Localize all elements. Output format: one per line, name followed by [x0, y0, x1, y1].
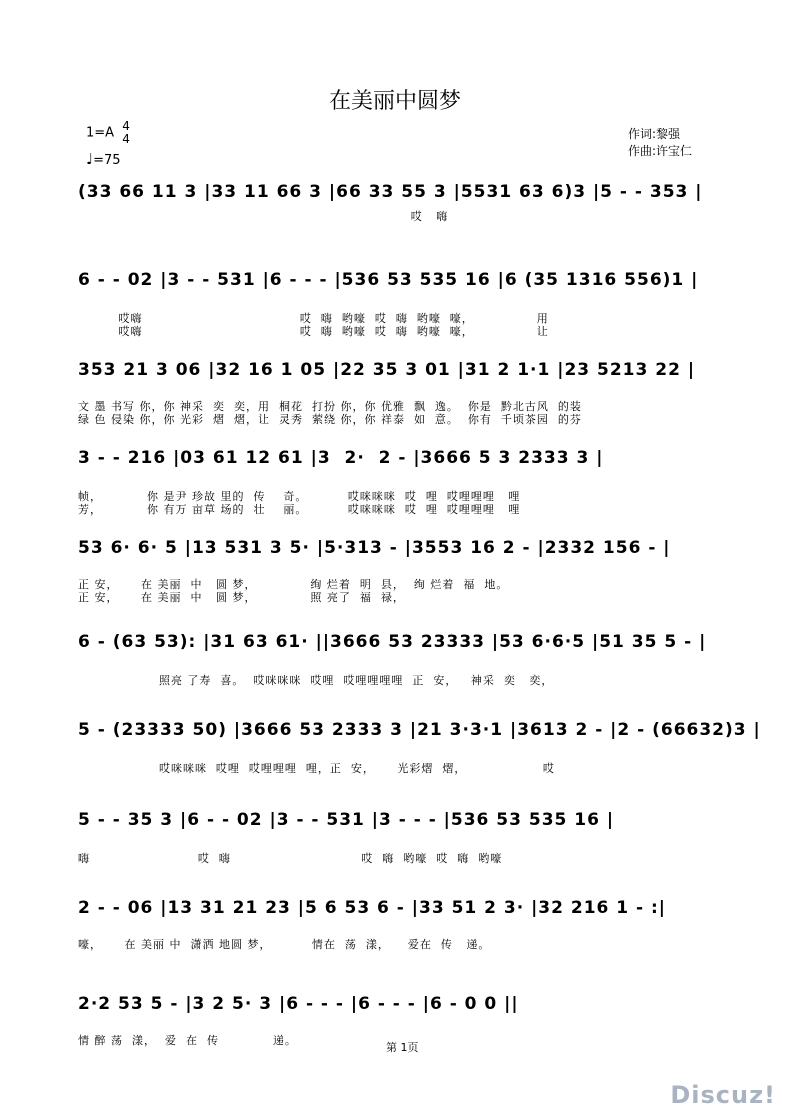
notation-line: 53 6· 6· 5 |13 531 3 5· |5·313 - |3553 16 2 - |2332 156 - | [78, 538, 671, 558]
lyric-line: 哎嗨 哎 嗨 哟嚎 哎 嗨 哟嚎 嚎， 让 [78, 325, 549, 338]
lyric-line: 哎 嗨 [78, 210, 449, 223]
time-top: 4 [122, 119, 130, 133]
tempo-marking [86, 150, 121, 168]
notation-line: 2·2 53 5 - |3 2 5· 3 |6 - - - |6 - - - |6 - 0 0 || [78, 994, 519, 1014]
key-label: 1=A [86, 125, 115, 141]
time-bottom: 4 [122, 132, 130, 146]
watermark-logo: Discuz! [670, 1081, 776, 1109]
notation-line: 353 21 3 06 |32 16 1 05 |22 35 3 01 |31 2 1·1 |23 5213 22 | [78, 360, 696, 380]
score-title: 在美丽中圆梦 [328, 89, 461, 114]
notation-line: 6 - (63 53): |31 63 61· ||3666 53 23333 |53 6·6·5 |51 35 5 - | [78, 632, 707, 652]
lyric-line: 情 醉 荡 漾， 爱 在 传 递。 [78, 1034, 297, 1047]
lyric-line: 帧， 你 是尹 珍故 里的 传 奇。 哎咪咪咪 哎 哩 哎哩哩哩 哩 [78, 490, 521, 503]
notation-line: 2 - - 06 |13 31 21 23 |5 6 53 6 - |33 51 2 3· |32 216 1 - :| [78, 898, 667, 918]
notation-line: (33 66 11 3 |33 11 66 3 |66 33 55 3 |5531 63 6)3 |5 - - 353 | [78, 182, 703, 202]
quarter-note-icon: ♩ [86, 150, 94, 168]
notation-line: 6 - - 02 |3 - - 531 |6 - - - |536 53 535 16 |6 (35 1316 556)1 | [78, 270, 699, 290]
lyric-line: 嚎， 在 美丽 中 潇洒 地圆 梦， 情在 荡 漾， 爱在 传 递。 [78, 938, 491, 951]
notation-line: 5 - (23333 50) |3666 53 2333 3 |21 3·3·1 |3613 2 - |2 - (66632)3 | [78, 720, 761, 740]
lyric-line: 嗨 哎 嗨 哎 嗨 哟嚎 哎 嗨 哟嚎 [78, 852, 503, 865]
lyric-line: 绿 色 侵染 你，你 光彩 熠 熠，让 灵秀 萦绕 你，你 祥泰 如 意。 你有 千顷茶园 的芬 [78, 413, 582, 426]
lyric-line: 哎咪咪咪 哎哩 哎哩哩哩 哩，正 安， 光彩熠 熠， 哎 [78, 762, 555, 775]
lyric-line: 文 墨 书写 你，你 神采 奕 奕，用 桐花 打扮 你，你 优雅 飘 逸。 你是 黔北古风 的装 [78, 400, 582, 413]
lyric-line: 照亮 了寿 喜。 哎咪咪咪 哎哩 哎哩哩哩哩 正 安， 神采 奕 奕， [78, 674, 554, 687]
lyricist: 作词:黎强 [628, 127, 681, 141]
key-signature [86, 120, 130, 146]
lyric-line: 正 安， 在 美丽 中 圆 梦， 绚 烂着 明 县， 绚 烂着 福 地。 [78, 578, 509, 591]
tempo-value: =75 [93, 153, 121, 168]
time-signature [122, 120, 130, 146]
notation-line: 5 - - 35 3 |6 - - 02 |3 - - 531 |3 - - - |536 53 535 16 | [78, 810, 615, 830]
composer: 作曲:许宝仁 [628, 144, 693, 158]
notation-line: 3 - - 216 |03 61 12 61 |3 2· 2 - |3666 5 3 2333 3 | [78, 448, 604, 468]
lyric-line: 哎嗨 哎 嗨 哟嚎 哎 嗨 哟嚎 嚎， 用 [78, 312, 549, 325]
page-number: 第 1页 [386, 1041, 419, 1054]
lyric-line: 芳， 你 有万 亩草 场的 壮 丽。 哎咪咪咪 哎 哩 哎哩哩哩 哩 [78, 503, 521, 516]
credits [628, 126, 692, 160]
lyric-line: 正 安， 在 美丽 中 圆 梦， 照 亮了 福 禄， [78, 591, 405, 604]
